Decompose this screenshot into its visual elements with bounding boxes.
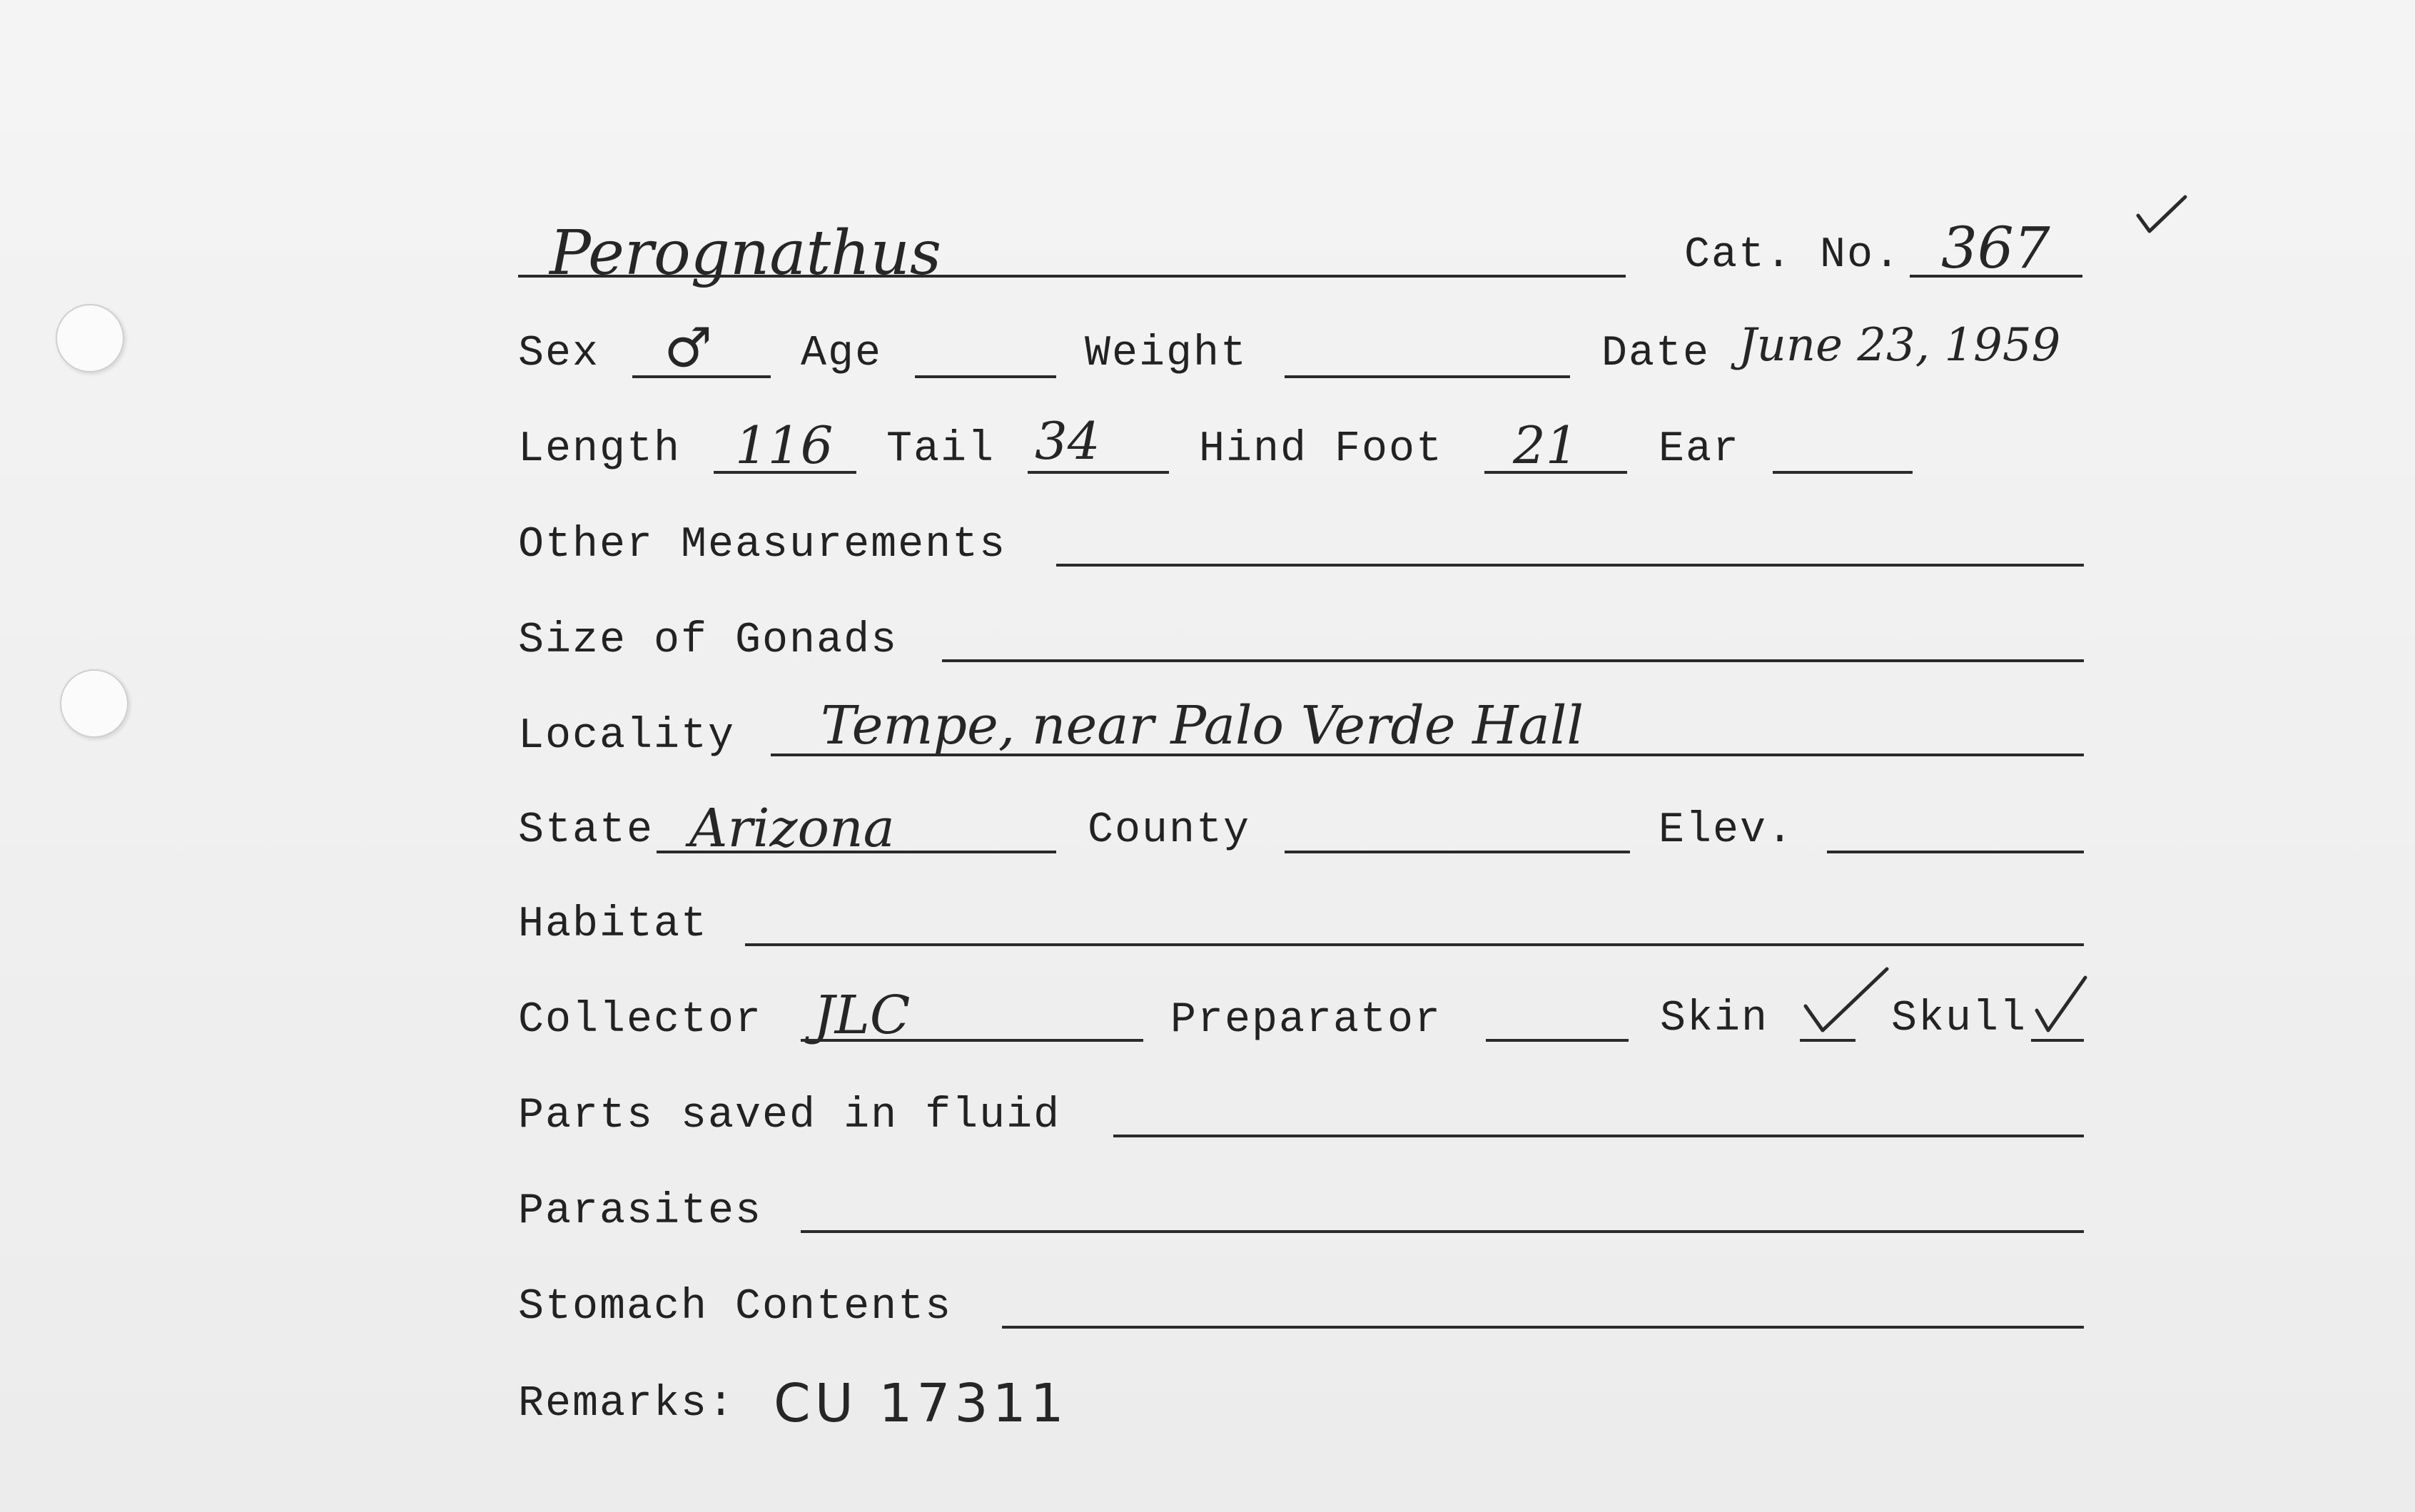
age-underline xyxy=(915,375,1056,378)
collector-value: JLC xyxy=(814,985,911,1046)
weight-label: Weight xyxy=(1085,330,1248,378)
elev-underline xyxy=(1827,851,2084,853)
state-label: State xyxy=(518,806,654,855)
date-label: Date xyxy=(1601,330,1711,378)
parasites-underline xyxy=(801,1230,2084,1233)
other-measurements-underline xyxy=(1056,564,2084,567)
sex-underline xyxy=(632,375,771,378)
county-underline xyxy=(1285,851,1630,853)
tail-underline xyxy=(1028,471,1169,474)
ear-label: Ear xyxy=(1659,425,1741,474)
habitat-label: Habitat xyxy=(518,900,709,949)
tail-value: 34 xyxy=(1035,411,1100,471)
genus-underline xyxy=(518,275,1626,278)
other-measurements-label: Other Measurements xyxy=(518,521,1007,569)
size-of-gonads-label: Size of Gonads xyxy=(518,617,898,665)
corner-check-icon xyxy=(2134,191,2191,241)
locality-underline xyxy=(771,754,2084,756)
sex-label: Sex xyxy=(518,330,600,378)
punch-hole-top xyxy=(56,304,124,372)
skin-check-icon xyxy=(1798,965,1891,1043)
ear-underline xyxy=(1773,471,1913,474)
remarks-value: CU 17311 xyxy=(774,1373,1068,1434)
skull-underline xyxy=(2031,1039,2084,1042)
cat-no-label: Cat. No. xyxy=(1684,231,1902,280)
weight-underline xyxy=(1285,375,1570,378)
locality-label: Locality xyxy=(518,712,736,761)
size-of-gonads-underline xyxy=(942,659,2084,662)
parts-saved-label: Parts saved in fluid xyxy=(518,1092,1061,1140)
habitat-underline xyxy=(745,943,2084,946)
genus-value: Perognathus xyxy=(550,218,941,289)
stomach-contents-underline xyxy=(1002,1326,2084,1329)
state-underline xyxy=(657,851,1056,853)
skull-check-icon xyxy=(2031,973,2088,1037)
remarks-label: Remarks: xyxy=(518,1380,736,1429)
elev-label: Elev. xyxy=(1659,806,1795,855)
cat-no-value: 367 xyxy=(1941,215,2050,281)
length-label: Length xyxy=(518,425,682,474)
parts-saved-underline xyxy=(1113,1135,2084,1137)
collector-underline xyxy=(801,1039,1143,1042)
length-value: 116 xyxy=(735,415,834,475)
cat-no-underline xyxy=(1910,275,2082,278)
hind-foot-value: 21 xyxy=(1513,415,1579,475)
preparator-underline xyxy=(1486,1039,1629,1042)
preparator-label: Preparator xyxy=(1170,996,1442,1045)
parasites-label: Parasites xyxy=(518,1187,763,1236)
skull-label: Skull xyxy=(1891,995,2027,1043)
sex-value: ♂ xyxy=(664,316,713,380)
length-underline xyxy=(714,471,856,474)
age-label: Age xyxy=(801,330,883,378)
skin-label: Skin xyxy=(1660,995,1769,1043)
hind-foot-label: Hind Foot xyxy=(1199,425,1444,474)
stomach-contents-label: Stomach Contents xyxy=(518,1283,953,1331)
tail-label: Tail xyxy=(886,425,996,474)
punch-hole-bottom xyxy=(60,669,128,738)
county-label: County xyxy=(1088,806,1251,855)
locality-value: Tempe, near Palo Verde Hall xyxy=(821,695,1584,756)
state-value: Arizona xyxy=(689,798,895,859)
date-value: June 23, 1959 xyxy=(1738,319,2061,372)
hind-foot-underline xyxy=(1484,471,1627,474)
collector-label: Collector xyxy=(518,996,763,1045)
